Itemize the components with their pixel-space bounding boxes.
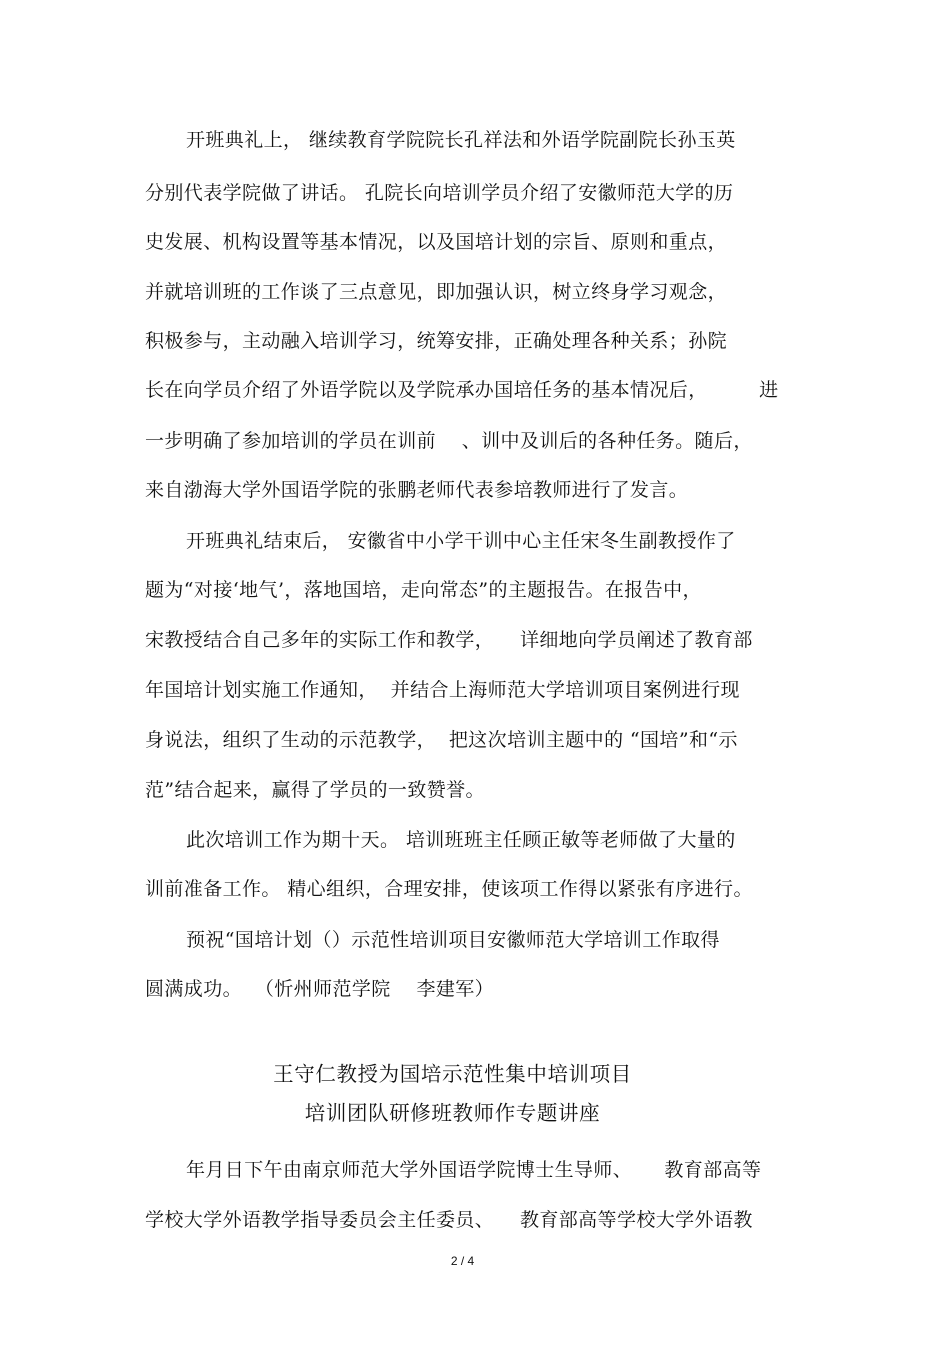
text-line: 分别代表学院做了讲话。 孔院长向培训学员介绍了安徽师范大学的历 — [145, 182, 734, 204]
text-line: 范”结合起来，赢得了学员的一致赞誉。 — [145, 779, 485, 801]
text-line: 一步明确了参加培训的学员在训前 、训中及训后的各种任务。随后， — [145, 430, 753, 452]
text-line: 宋教授结合自己多年的实际工作和教学， 详细地向学员阐述了教育部 — [145, 629, 753, 651]
page-number: 2 / 4 — [450, 1254, 475, 1268]
text-line: 学校大学外语教学指导委员会主任委员、 教育部高等学校大学外语教 — [145, 1209, 753, 1231]
text-line: 此次培训工作为期十天。 培训班班主任顾正敏等老师做了大量的 — [186, 829, 736, 851]
text-line: 身说法，组织了生动的示范教学， 把这次培训主题中的 “国培”和“示 — [145, 729, 738, 751]
text-line: 预祝“国培计划（）示范性培训项目安徽师范大学培训工作取得 — [186, 929, 720, 951]
text-line: 年国培计划实施工作通知， 并结合上海师范大学培训项目案例进行现 — [145, 679, 740, 701]
text-line: 来自渤海大学外国语学院的张鹏老师代表参培教师进行了发言。 — [145, 479, 689, 501]
text-line: 长在向学员介绍了外语学院以及学院承办国培任务的基本情况后， 进 — [145, 379, 779, 401]
heading-line: 培训团队研修班教师作专题讲座 — [304, 1101, 601, 1125]
text-line: 史发展、机构设置等基本情况，以及国培计划的宗旨、原则和重点， — [145, 231, 728, 253]
heading-line: 王守仁教授为国培示范性集中培训项目 — [273, 1062, 632, 1086]
text-line: 并就培训班的工作谈了三点意见，即加强认识，树立终身学习观念， — [145, 281, 728, 303]
text-line: 开班典礼上， 继续教育学院院长孔祥法和外语学院副院长孙玉英 — [186, 129, 736, 151]
text-line: 开班典礼结束后， 安徽省中小学干训中心主任宋冬生副教授作了 — [186, 530, 736, 552]
text-line: 圆满成功。 （忻州师范学院 李建军） — [145, 978, 495, 1000]
text-line: 积极参与，主动融入培训学习，统筹安排，正确处理各种关系；孙院 — [145, 330, 728, 352]
text-line: 年月日下午由南京师范大学外国语学院博士生导师、 教育部高等 — [186, 1159, 762, 1181]
text-line: 训前准备工作。 精心组织，合理安排，使该项工作得以紧张有序进行。 — [145, 878, 753, 900]
text-line: 题为“对接‘地气’，落地国培，走向常态”的主题报告。在报告中， — [145, 579, 702, 601]
